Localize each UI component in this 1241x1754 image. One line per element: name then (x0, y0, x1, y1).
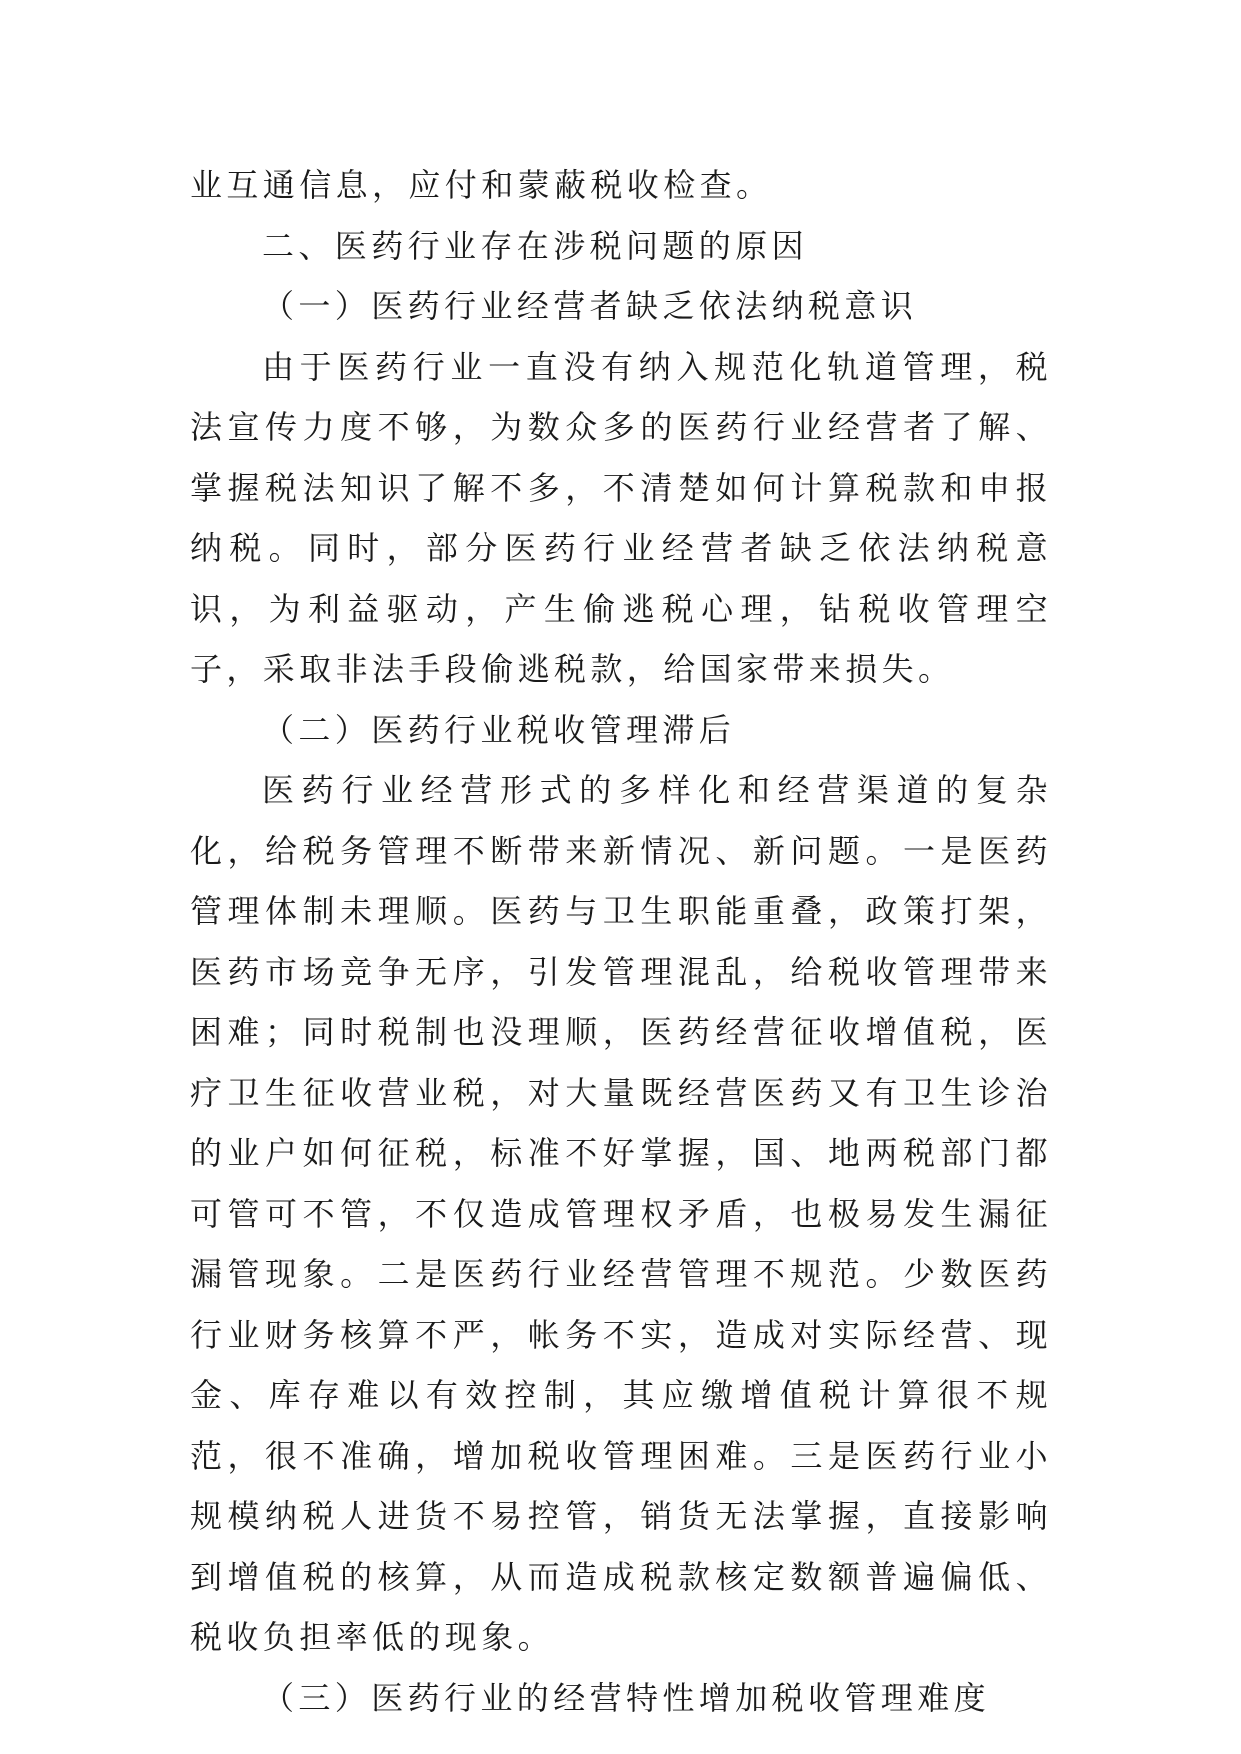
body-paragraph-1: 由于医药行业一直没有纳入规范化轨道管理，税法宣传力度不够，为数众多的医药行业经营者了解、掌握税法知识了解不多，不清楚如何计算税款和申报纳税。同时，部分医药行业经营者缺乏依法纳税意识，为利益驱动，产生偷逃税心理，钻税收管理空子，采取非法手段偷逃税款，给国家带来损失。 (190, 347, 1052, 688)
subsection-heading-2: （二）医药行业税收管理滞后 (262, 710, 736, 749)
body-paragraph-2: 医药行业经营形式的多样化和经营渠道的复杂化，给税务管理不断带来新情况、新问题。一是医药管理体制未理顺。医药与卫生职能重叠，政策打架，医药市场竞争无序，引发管理混乱，给税收管理带来困难；同时税制也没理顺，医药经营征收增值税，医疗卫生征收营业税，对大量既经营医药又有卫生诊治的业户如何征税，标准不好掌握，国、地两税部门都可管可不管，不仅造成管理权矛盾，也极易发生漏征漏管现象。二是医药行业经营管理不规范。少数医药行业财务核算不严，帐务不实，造成对实际经营、现金、库存难以有效控制，其应缴增值税计算很不规范，很不准确，增加税收管理困难。三是医药行业小规模纳税人进货不易控管，销货无法掌握，直接影响到增值税的核算，从而造成税款核定数额普遍偏低、税收负担率低的现象。 (190, 771, 1052, 1656)
subsection-heading-1: （一）医药行业经营者缺乏依法纳税意识 (262, 287, 918, 325)
subsection-heading-3: （三）医药行业的经营特性增加税收管理难度 (262, 1678, 991, 1717)
section-heading: 二、医药行业存在涉税问题的原因 (262, 226, 809, 265)
paragraph-continuation: 业互通信息，应付和蒙蔽税收检查。 (190, 166, 773, 204)
document-body (190, 155, 1052, 1728)
